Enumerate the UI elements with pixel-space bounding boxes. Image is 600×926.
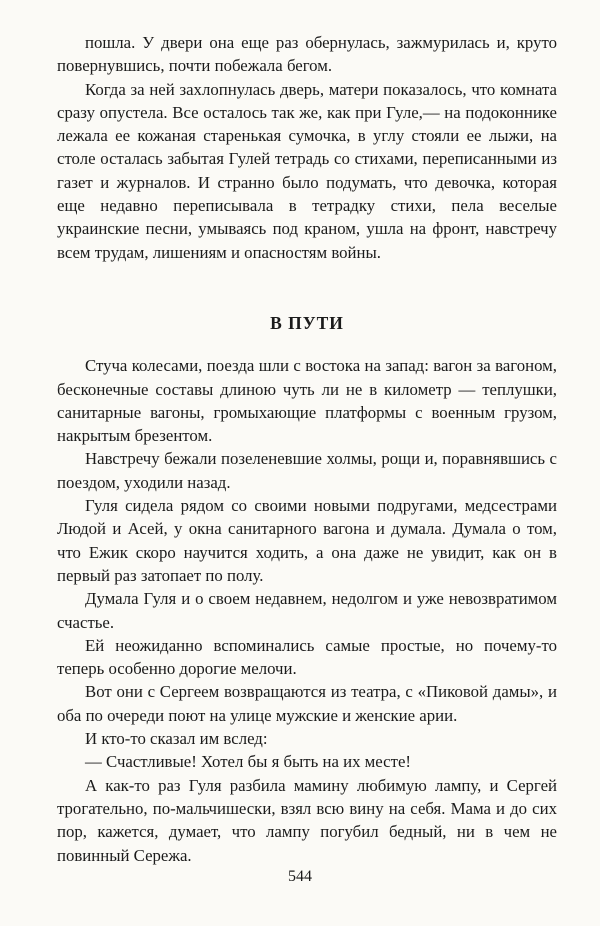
book-page bbox=[57, 31, 557, 867]
paragraph-5: Гуля сидела рядом со своими новыми подругами, медсестрами Людой и Асей, у окна санитарного вагона и думала. Думала о том, что Ежик скоро научится ходить, а она даже не увидит, как он в первый раз затопает по полу. bbox=[57, 496, 557, 585]
paragraph-10-dialogue: — Счастливые! Хотел бы я быть на их месте! bbox=[85, 752, 411, 772]
paragraph-4: Навстречу бежали позеленевшие холмы, рощи и, поравнявшись с поездом, уходили назад. bbox=[57, 449, 557, 492]
page-number: 544 bbox=[288, 868, 312, 885]
section-heading: В ПУТИ bbox=[270, 312, 344, 333]
paragraph-2: Когда за ней захлопнулась дверь, матери показалось, что комната сразу опустела. Все осталось так же, как при Гуле,— на подоконнике лежала ее кожаная старенькая сумочка, в углу стояли ее лыжи, на столе осталась забытая Гулей тетрадь со стихами, переписанными из газет и журналов. И странно было подумать, что девочка, которая еще недавно переписывала в тетрадку стихи, пела веселые украинские песни, умываясь под краном, ушла на фронт, навстречу всем трудам, лишениям и опасностям войны. bbox=[57, 79, 557, 262]
paragraph-1: пошла. У двери она еще раз обернулась, зажмурилась и, круто повернувшись, почти побежала бегом. bbox=[57, 33, 557, 76]
paragraph-8: Вот они с Сергеем возвращаются из театра, с «Пиковой дамы», и оба по очереди поют на улице мужские и женские арии. bbox=[57, 682, 557, 725]
paragraph-11: А как-то раз Гуля разбила мамину любимую лампу, и Сергей трогательно, по-мальчишески, взял всю вину на себя. Мама и до сих пор, кажется, думает, что лампу погубил бедный, ни в чем не повинный Сережа. bbox=[57, 775, 557, 865]
paragraph-3: Стуча колесами, поезда шли с востока на запад: вагон за вагоном, бесконечные составы длиною чуть ли не в километр — теплушки, санитарные вагоны, громыхающие платформы с военным грузом, накрытым брезентом. bbox=[57, 356, 557, 446]
paragraph-9: И кто-то сказал им вслед: bbox=[85, 729, 268, 749]
paragraph-6: Думала Гуля и о своем недавнем, недолгом и уже невозвратимом счастье. bbox=[57, 589, 557, 632]
paragraph-7: Ей неожиданно вспоминались самые простые, но почему-то теперь особенно дорогие мелочи. bbox=[57, 635, 557, 679]
